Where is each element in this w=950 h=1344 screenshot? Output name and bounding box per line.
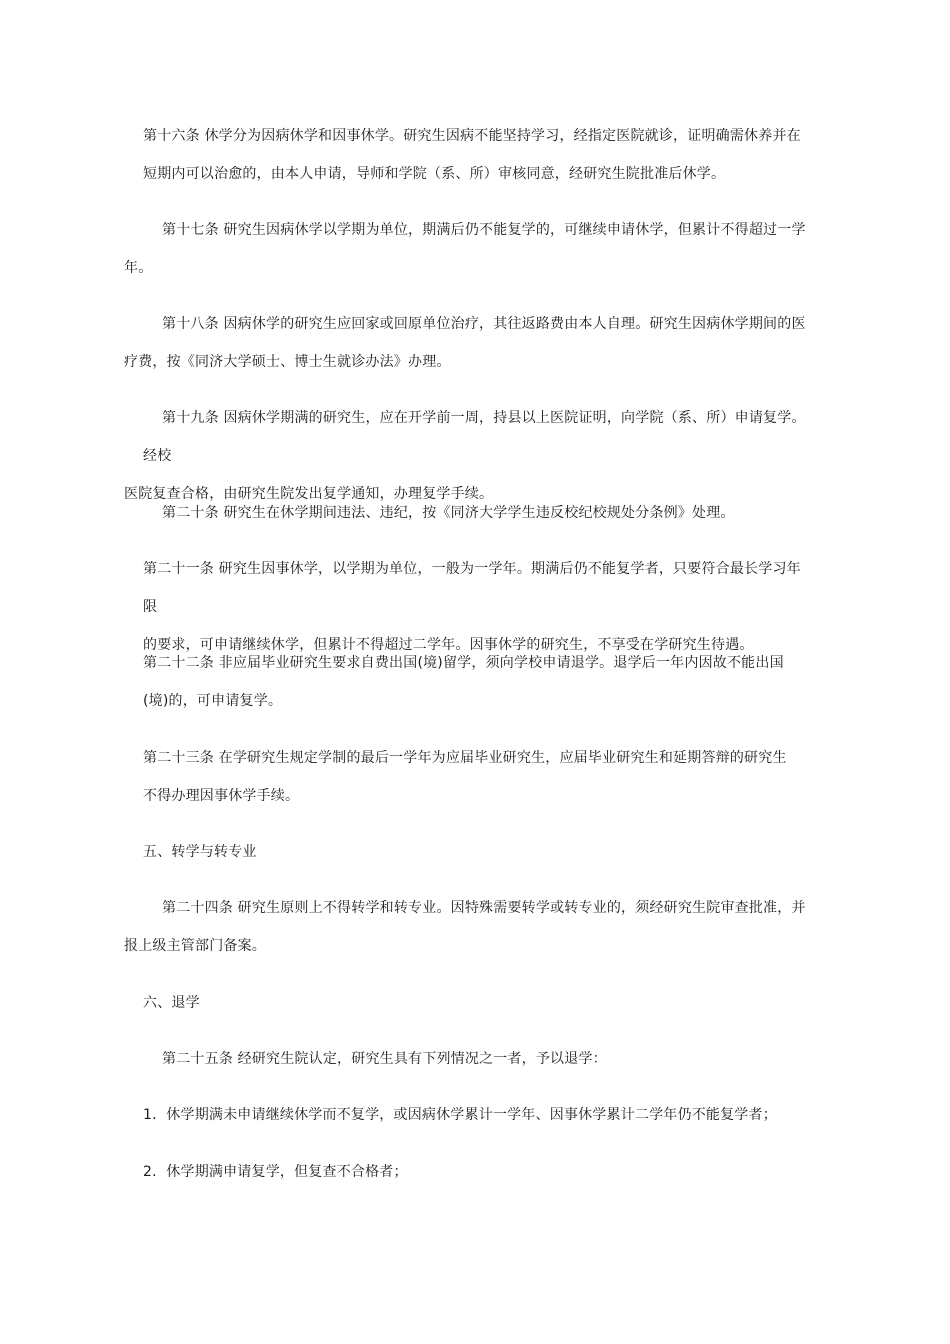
list-item-2: 2．休学期满申请复学，但复查不合格者； <box>143 1164 408 1180</box>
article-19: 第十九条 因病休学期满的研究生，应在开学前一周，持县以上医院证明，向学院（系、所）申请复学。经校 医院复查合格，由研究生院发出复学通知，办理复学手续。 <box>124 410 806 502</box>
section-heading-withdrawal: 六、退学 <box>143 995 200 1011</box>
article-16: 第十六条 休学分为因病休学和因事休学。研究生因病不能坚持学习，经指定医院就诊，证明确需休养并在 短期内可以治愈的，由本人申请，导师和学院（系、所）审核同意，经研究生院批准后休学。 <box>143 128 801 182</box>
article-17: 第十七条 研究生因病休学以学期为单位，期满后仍不能复学的，可继续申请休学，但累计不得超过一学 年。 <box>124 222 806 276</box>
article-23: 第二十三条 在学研究生规定学制的最后一学年为应届毕业研究生，应届毕业研究生和延期答辩的研究生 不得办理因事休学手续。 <box>143 750 787 804</box>
section-heading-transfer: 五、转学与转专业 <box>143 844 257 860</box>
article-18: 第十八条 因病休学的研究生应回家或回原单位治疗，其往返路费由本人自理。研究生因病休学期间的医 疗费，按《同济大学硕士、博士生就诊办法》办理。 <box>124 316 806 370</box>
article-22: 第二十二条 非应届毕业研究生要求自费出国(境)留学，须向学校申请退学。退学后一年内因故不能出国 (境)的，可申请复学。 <box>143 655 784 709</box>
article-24: 第二十四条 研究生原则上不得转学和转专业。因特殊需要转学或转专业的，须经研究生院审查批准，并 报上级主管部门备案。 <box>124 900 806 954</box>
list-item-1: 1．休学期满未申请继续休学而不复学，或因病休学累计一学年、因事休学累计二学年仍不能复学者； <box>143 1107 777 1123</box>
article-20: 第二十条 研究生在休学期间违法、违纪，按《同济大学学生违反校纪校规处分条例》处理。 <box>162 505 735 521</box>
article-25: 第二十五条 经研究生院认定，研究生具有下列情况之一者，予以退学： <box>162 1051 607 1067</box>
article-21: 第二十一条 研究生因事休学，以学期为单位，一般为一学年。期满后仍不能复学者，只要符合最长学习年限 的要求，可申请继续休学，但累计不得超过二学年。因事休学的研究生，不享受在学研究生待遇。 <box>143 561 801 653</box>
